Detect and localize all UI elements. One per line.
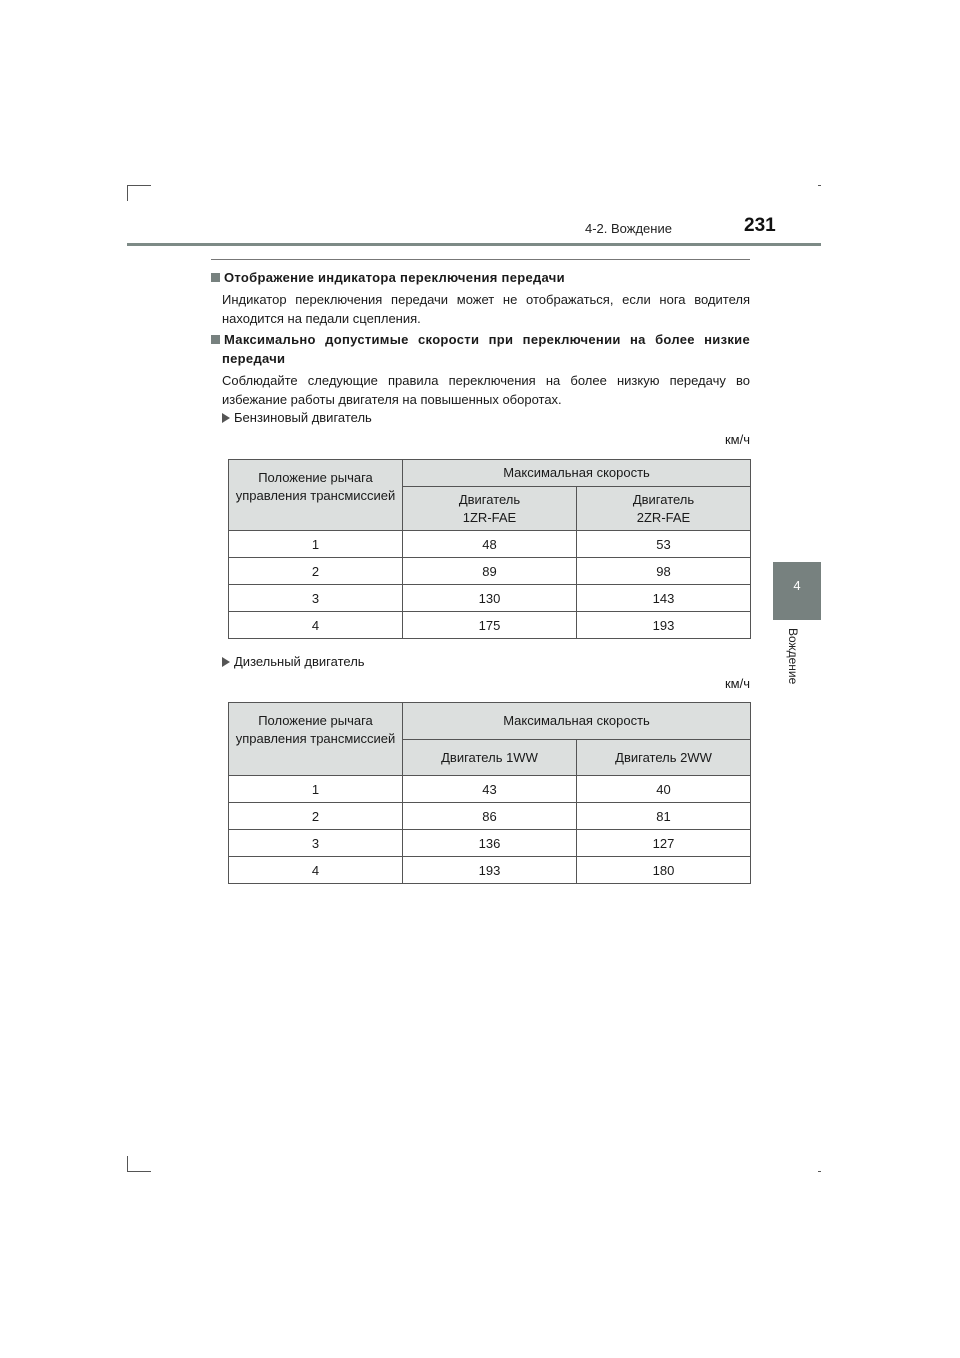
table-row <box>229 585 751 612</box>
cell-speed-1: 130 <box>403 585 577 612</box>
table-row <box>229 830 751 857</box>
speeds-text: Соблюдайте следующие правила переключения на более низкую передачу во избежание работы двигателя на повышенных оборотах. <box>222 373 750 407</box>
table-row <box>229 857 751 884</box>
cell-speed-2: 81 <box>577 803 751 830</box>
header-engine-2: Двигатель 2ZR-FAE <box>577 487 751 531</box>
petrol-label-text: Бензиновый двигатель <box>234 410 372 425</box>
cell-gear: 1 <box>229 531 403 558</box>
indicator-heading <box>211 268 750 287</box>
chapter-tab <box>773 562 821 620</box>
triangle-bullet-icon <box>222 413 230 423</box>
table-row <box>229 612 751 639</box>
chapter-number: 4 <box>793 578 801 593</box>
cell-speed-1: 136 <box>403 830 577 857</box>
crop-mark-top-left-h <box>127 185 151 186</box>
cell-gear: 3 <box>229 585 403 612</box>
speeds-section <box>211 330 750 409</box>
crop-mark-bottom-right <box>818 1171 821 1172</box>
cell-speed-1: 43 <box>403 776 577 803</box>
petrol-speed-table <box>228 459 751 639</box>
cell-speed-1: 89 <box>403 558 577 585</box>
header-max-speed: Максимальная скорость <box>403 703 751 740</box>
table-row <box>229 776 751 803</box>
diesel-label <box>222 652 622 671</box>
petrol-label <box>222 408 622 427</box>
cell-speed-2: 98 <box>577 558 751 585</box>
indicator-text: Индикатор переключения передачи может не отображаться, если нога водителя находится на педали сцепления. <box>222 292 750 326</box>
cell-speed-1: 193 <box>403 857 577 884</box>
diesel-label-text: Дизельный двигатель <box>234 654 365 669</box>
crop-mark-top-left-v <box>127 185 128 201</box>
chapter-label-text: Вождение <box>786 628 800 685</box>
cell-gear: 2 <box>229 558 403 585</box>
header-position: Положение рычага управления трансмиссией <box>229 460 403 531</box>
section-title: 4-2. Вождение <box>585 221 672 236</box>
indicator-title: Отображение индикатора переключения передачи <box>224 270 565 285</box>
triangle-bullet-icon <box>222 657 230 667</box>
indicator-section <box>211 268 750 328</box>
crop-mark-top-right <box>818 185 821 186</box>
header-engine-1: Двигатель 1ZR-FAE <box>403 487 577 531</box>
table-row <box>229 803 751 830</box>
cell-speed-1: 175 <box>403 612 577 639</box>
cell-speed-2: 40 <box>577 776 751 803</box>
cell-speed-2: 127 <box>577 830 751 857</box>
cell-speed-2: 180 <box>577 857 751 884</box>
header-rule <box>127 243 821 246</box>
diesel-unit: км/ч <box>724 676 750 691</box>
crop-mark-bottom-left-h <box>127 1171 151 1172</box>
cell-speed-1: 48 <box>403 531 577 558</box>
cell-gear: 1 <box>229 776 403 803</box>
cell-gear: 2 <box>229 803 403 830</box>
page-number: 231 <box>744 215 776 236</box>
table-row <box>229 531 751 558</box>
speeds-title: Максимально допустимые скорости при переключении на более низкие передачи <box>222 332 750 366</box>
petrol-unit: км/ч <box>724 432 750 447</box>
cell-speed-2: 193 <box>577 612 751 639</box>
header-position: Положение рычага управления трансмиссией <box>229 703 403 776</box>
cell-speed-1: 86 <box>403 803 577 830</box>
table-row <box>229 558 751 585</box>
cell-gear: 4 <box>229 857 403 884</box>
content-rule <box>211 259 750 260</box>
cell-speed-2: 53 <box>577 531 751 558</box>
cell-speed-2: 143 <box>577 585 751 612</box>
header-max-speed: Максимальная скорость <box>403 460 751 487</box>
crop-mark-bottom-left-v <box>127 1156 128 1172</box>
chapter-label <box>786 628 800 688</box>
square-bullet-icon <box>211 335 220 344</box>
header-engine-1: Двигатель 1WW <box>403 740 577 776</box>
diesel-speed-table <box>228 702 751 884</box>
square-bullet-icon <box>211 273 220 282</box>
cell-gear: 4 <box>229 612 403 639</box>
header-engine-2: Двигатель 2WW <box>577 740 751 776</box>
cell-gear: 3 <box>229 830 403 857</box>
speeds-heading <box>211 330 750 368</box>
